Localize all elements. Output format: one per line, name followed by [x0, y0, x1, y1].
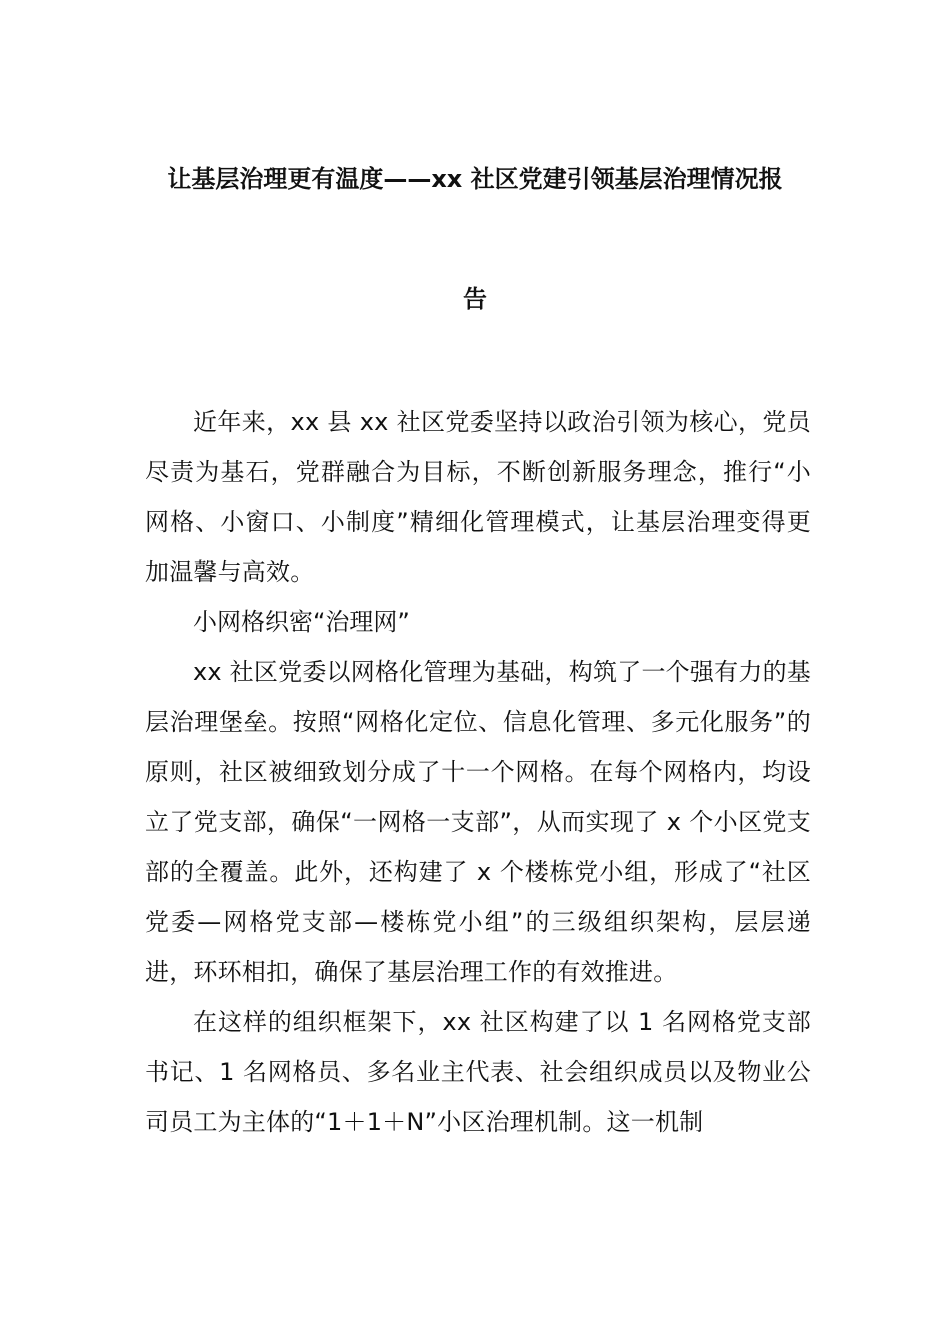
document-title-line-1: 让基层治理更有温度——xx 社区党建引领基层治理情况报 — [167, 165, 783, 193]
document-body — [145, 397, 811, 1147]
paragraph-intro: 近年来，xx 县 xx 社区党委坚持以政治引领为核心，党员尽责为基石，党群融合为目标，不断创新服务理念，推行“小网格、小窗口、小制度”精细化管理模式，让基层治理变得更加温馨与高效。 — [145, 408, 811, 586]
paragraph-grid: xx 社区党委以网格化管理为基础，构筑了一个强有力的基层治理堡垒。按照“网格化定位、信息化管理、多元化服务”的原则，社区被细致划分成了十一个网格。在每个网格内，均设立了党支部，确保“一网格一支部”，从而实现了 x 个小区党支部的全覆盖。此外，还构建了 x 个楼栋党小组，形成了“社区党委—网格党支部—楼栋党小组”的三级组织架构，层层递进，环环相扣，确保了基层治理工作的有效推进。 — [145, 658, 811, 986]
section-heading: 小网格织密“治理网” — [193, 608, 410, 636]
document-title-line-2: 告 — [463, 285, 487, 313]
paragraph-mechanism: 在这样的组织框架下，xx 社区构建了以 1 名网格党支部书记、1 名网格员、多名业主代表、社会组织成员以及物业公司员工为主体的“1＋1＋N”小区治理机制。这一机制 — [145, 1008, 811, 1136]
